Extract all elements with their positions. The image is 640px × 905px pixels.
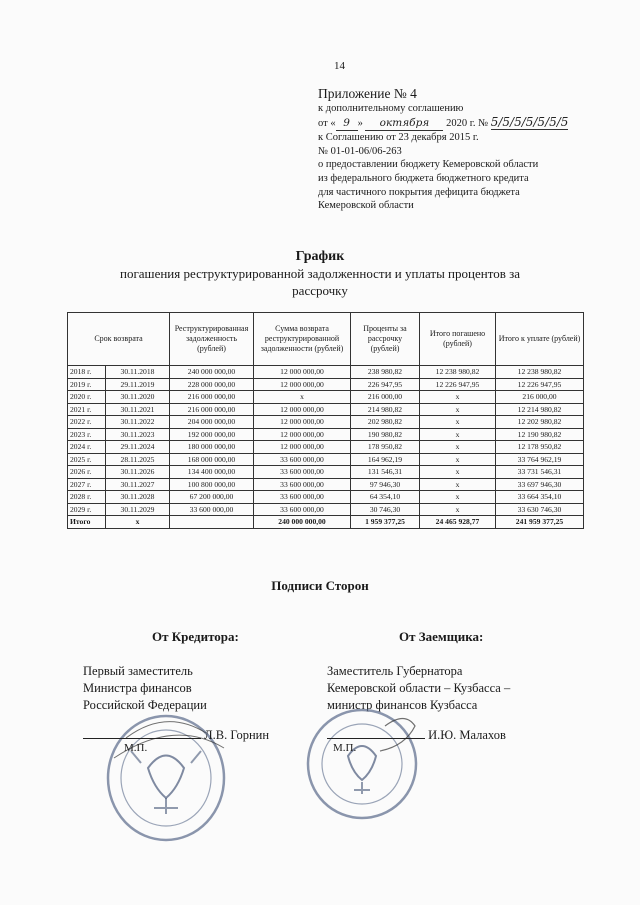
cell-total-repaid: x bbox=[420, 391, 496, 404]
table-row bbox=[68, 366, 584, 379]
cell-year: 2021 г. bbox=[68, 403, 106, 416]
cell-year: 2020 г. bbox=[68, 391, 106, 404]
appendix-title: Приложение № 4 bbox=[318, 86, 417, 101]
cell-total-repaid: x bbox=[420, 466, 496, 479]
cell-interest: 238 980,82 bbox=[351, 366, 420, 379]
table-row bbox=[68, 503, 584, 516]
debtor-position-line2: Кемеровской области – Кузбасса – bbox=[327, 681, 511, 695]
debtor-position-line3: министр финансов Кузбасса bbox=[327, 698, 478, 712]
appendix-line3: к Соглашению от 23 декабря 2015 г. bbox=[318, 132, 479, 144]
cell-date: 30.11.2018 bbox=[106, 366, 170, 379]
cell-date: 30.11.2022 bbox=[106, 416, 170, 429]
header-total-payable: Итого к уплате (рублей) bbox=[496, 313, 584, 366]
debtor-signer-name: И.Ю. Малахов bbox=[428, 728, 506, 742]
cell-date: 30.11.2026 bbox=[106, 466, 170, 479]
cell-restructured-debt: 192 000 000,00 bbox=[170, 428, 254, 441]
quote-close: » bbox=[357, 117, 363, 129]
cell-total-payable: 33 697 946,30 bbox=[496, 478, 584, 491]
cell-total-payable: 12 214 980,82 bbox=[496, 403, 584, 416]
cell-total-repaid: x bbox=[420, 491, 496, 504]
cell-restructured-debt: 216 000 000,00 bbox=[170, 391, 254, 404]
cell-interest: 64 354,10 bbox=[351, 491, 420, 504]
cell-year: 2028 г. bbox=[68, 491, 106, 504]
cell-repayment-amount: 12 000 000,00 bbox=[254, 416, 351, 429]
debtor-seal-place: М.П. bbox=[333, 742, 357, 754]
appendix-line1: к дополнительному соглашению bbox=[318, 103, 464, 114]
handwritten-month: октября bbox=[365, 117, 443, 132]
table-row bbox=[68, 391, 584, 404]
cell-date: 30.11.2027 bbox=[106, 478, 170, 491]
header-interest: Проценты за рассрочку (рублей) bbox=[351, 313, 420, 366]
cell-total-repaid: x bbox=[420, 403, 496, 416]
cell-date: 30.11.2021 bbox=[106, 403, 170, 416]
creditor-signer-name: Л.В. Горнин bbox=[204, 728, 270, 742]
cell-repayment-amount: 12 000 000,00 bbox=[254, 366, 351, 379]
debtor-heading: От Заемщика: bbox=[399, 629, 484, 644]
creditor-position-line3: Российской Федерации bbox=[83, 698, 207, 712]
table-header-row bbox=[68, 313, 584, 366]
cell-total-repaid: x bbox=[420, 503, 496, 516]
from-label: от « bbox=[318, 117, 336, 129]
cell-total-payable: 33 664 354,10 bbox=[496, 491, 584, 504]
cell-interest: 30 746,30 bbox=[351, 503, 420, 516]
cell-restructured-debt: 168 000 000,00 bbox=[170, 453, 254, 466]
cell-date: 28.11.2025 bbox=[106, 453, 170, 466]
debtor-position-line1: Заместитель Губернатора bbox=[327, 664, 463, 678]
cell-interest: 216 000,00 bbox=[351, 391, 420, 404]
cell-total-payable: 12 202 980,82 bbox=[496, 416, 584, 429]
cell-year: 2025 г. bbox=[68, 453, 106, 466]
cell-restructured-debt: 240 000 000,00 bbox=[170, 366, 254, 379]
year-label: 2020 г. № bbox=[446, 117, 489, 129]
cell-total-repaid: x bbox=[420, 416, 496, 429]
creditor-position-line1: Первый заместитель bbox=[83, 664, 193, 678]
cell-date: 30.11.2020 bbox=[106, 391, 170, 404]
total-total-payable: 241 959 377,25 bbox=[496, 516, 584, 529]
cell-repayment-amount: 12 000 000,00 bbox=[254, 403, 351, 416]
cell-year: 2023 г. bbox=[68, 428, 106, 441]
cell-year: 2019 г. bbox=[68, 378, 106, 391]
cell-restructured-debt: 134 400 000,00 bbox=[170, 466, 254, 479]
cell-year: 2026 г. bbox=[68, 466, 106, 479]
creditor-heading: От Кредитора: bbox=[152, 629, 239, 644]
creditor-seal-stamp bbox=[96, 698, 236, 848]
table-row bbox=[68, 453, 584, 466]
cell-date: 30.11.2023 bbox=[106, 428, 170, 441]
cell-interest: 131 546,31 bbox=[351, 466, 420, 479]
repayment-schedule-table bbox=[67, 312, 584, 529]
cell-repayment-amount: x bbox=[254, 391, 351, 404]
table-row bbox=[68, 441, 584, 454]
cell-year: 2024 г. bbox=[68, 441, 106, 454]
total-restructured-debt bbox=[170, 516, 254, 529]
page-number: 14 bbox=[334, 60, 345, 72]
appendix-line6: из федерального бюджета бюджетного кредита bbox=[318, 172, 529, 184]
appendix-line4: № 01-01-06/06-263 bbox=[318, 145, 402, 157]
cell-year: 2022 г. bbox=[68, 416, 106, 429]
table-total-row bbox=[68, 516, 584, 529]
total-repayment-amount: 240 000 000,00 bbox=[254, 516, 351, 529]
cell-date: 29.11.2024 bbox=[106, 441, 170, 454]
appendix-line8: Кемеровской области bbox=[318, 200, 414, 212]
handwritten-day: 9 bbox=[336, 117, 358, 132]
cell-date: 29.11.2019 bbox=[106, 378, 170, 391]
signatures-title: Подписи Сторон bbox=[271, 578, 369, 593]
cell-restructured-debt: 100 800 000,00 bbox=[170, 478, 254, 491]
schedule-subtitle: погашения реструктурированной задолженности и уплаты процентов за рассрочку bbox=[120, 266, 520, 298]
cell-repayment-amount: 33 600 000,00 bbox=[254, 466, 351, 479]
cell-date: 30.11.2029 bbox=[106, 503, 170, 516]
creditor-sign-underline bbox=[83, 738, 201, 739]
header-repayment-amount: Сумма возврата реструктурированной задолженности (рублей) bbox=[254, 313, 351, 366]
cell-total-repaid: x bbox=[420, 453, 496, 466]
cell-interest: 178 950,82 bbox=[351, 441, 420, 454]
cell-total-payable: 33 731 546,31 bbox=[496, 466, 584, 479]
cell-total-payable: 33 630 746,30 bbox=[496, 503, 584, 516]
total-total-repaid: 24 465 928,77 bbox=[420, 516, 496, 529]
cell-total-payable: 12 226 947,95 bbox=[496, 378, 584, 391]
cell-repayment-amount: 33 600 000,00 bbox=[254, 478, 351, 491]
cell-restructured-debt: 67 200 000,00 bbox=[170, 491, 254, 504]
cell-total-repaid: 12 226 947,95 bbox=[420, 378, 496, 391]
cell-year: 2018 г. bbox=[68, 366, 106, 379]
cell-repayment-amount: 33 600 000,00 bbox=[254, 453, 351, 466]
cell-total-repaid: x bbox=[420, 428, 496, 441]
table-row bbox=[68, 378, 584, 391]
cell-total-repaid: x bbox=[420, 441, 496, 454]
table-row bbox=[68, 478, 584, 491]
table-row bbox=[68, 428, 584, 441]
cell-interest: 97 946,30 bbox=[351, 478, 420, 491]
table-row bbox=[68, 403, 584, 416]
total-year: Итого bbox=[68, 516, 106, 529]
header-term: Срок возврата bbox=[68, 313, 170, 366]
cell-restructured-debt: 228 000 000,00 bbox=[170, 378, 254, 391]
schedule-title: График bbox=[295, 249, 345, 264]
cell-restructured-debt: 180 000 000,00 bbox=[170, 441, 254, 454]
cell-interest: 164 962,19 bbox=[351, 453, 420, 466]
table-row bbox=[68, 416, 584, 429]
cell-total-repaid: 12 238 980,82 bbox=[420, 366, 496, 379]
header-total-repaid: Итого погашено (рублей) bbox=[420, 313, 496, 366]
appendix-block bbox=[318, 85, 618, 213]
table-row bbox=[68, 491, 584, 504]
debtor-signature-line bbox=[327, 728, 527, 743]
cell-interest: 214 980,82 bbox=[351, 403, 420, 416]
creditor-seal-place: М.П. bbox=[124, 742, 148, 754]
appendix-line5: о предоставлении бюджету Кемеровской области bbox=[318, 159, 539, 171]
appendix-line7: для частичного покрытия дефицита бюджета bbox=[318, 186, 520, 198]
cell-interest: 226 947,95 bbox=[351, 378, 420, 391]
appendix-date-line bbox=[318, 116, 618, 132]
cell-total-payable: 12 178 950,82 bbox=[496, 441, 584, 454]
cell-date: 30.11.2028 bbox=[106, 491, 170, 504]
total-date: x bbox=[106, 516, 170, 529]
cell-total-payable: 33 764 962,19 bbox=[496, 453, 584, 466]
cell-total-payable: 216 000,00 bbox=[496, 391, 584, 404]
creditor-position-line2: Министра финансов bbox=[83, 681, 192, 695]
cell-repayment-amount: 33 600 000,00 bbox=[254, 503, 351, 516]
cell-total-payable: 12 190 980,82 bbox=[496, 428, 584, 441]
cell-repayment-amount: 12 000 000,00 bbox=[254, 441, 351, 454]
cell-repayment-amount: 33 600 000,00 bbox=[254, 491, 351, 504]
cell-repayment-amount: 12 000 000,00 bbox=[254, 378, 351, 391]
cell-restructured-debt: 33 600 000,00 bbox=[170, 503, 254, 516]
handwritten-number: 5/5/5/5/5/5/5 bbox=[490, 114, 569, 129]
cell-restructured-debt: 204 000 000,00 bbox=[170, 416, 254, 429]
cell-repayment-amount: 12 000 000,00 bbox=[254, 428, 351, 441]
creditor-signature-line bbox=[83, 728, 273, 743]
table-row bbox=[68, 466, 584, 479]
cell-total-repaid: x bbox=[420, 478, 496, 491]
cell-interest: 190 980,82 bbox=[351, 428, 420, 441]
cell-total-payable: 12 238 980,82 bbox=[496, 366, 584, 379]
cell-year: 2029 г. bbox=[68, 503, 106, 516]
debtor-seal-stamp bbox=[300, 706, 430, 826]
cell-year: 2027 г. bbox=[68, 478, 106, 491]
cell-interest: 202 980,82 bbox=[351, 416, 420, 429]
debtor-sign-underline bbox=[327, 738, 425, 739]
cell-restructured-debt: 216 000 000,00 bbox=[170, 403, 254, 416]
total-interest: 1 959 377,25 bbox=[351, 516, 420, 529]
header-restructured-debt: Реструктурированная задолженность (рублей) bbox=[170, 313, 254, 366]
